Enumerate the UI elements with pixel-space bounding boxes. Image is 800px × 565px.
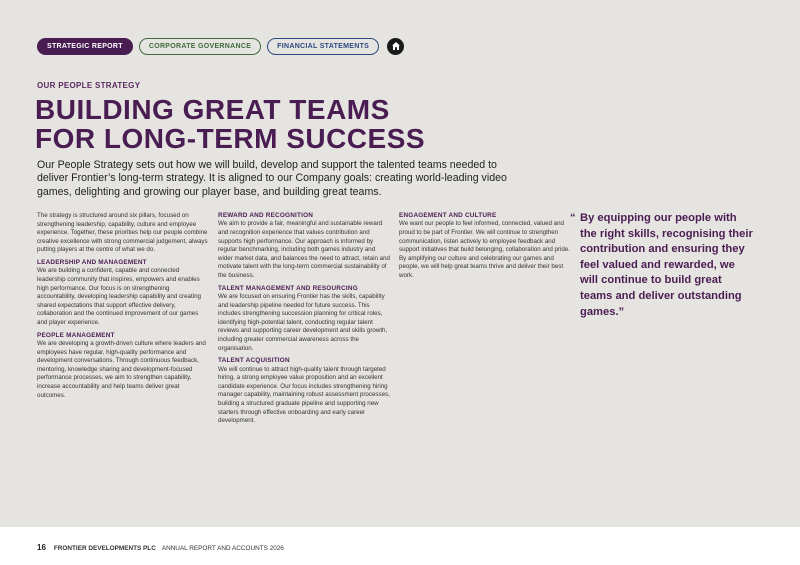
talent-management-paragraph: We are focused on ensuring Frontier has the skills, capability and leadership pipeline needed for future success. This includes strengthening succession planning for critical roles, identifying high-potential talent, conducting regular talent reviews and supporting career development and skills growth, including greater commercial awareness across the organisation. bbox=[218, 292, 388, 352]
pull-quote bbox=[570, 211, 755, 320]
strategy-paragraph: The strategy is structured around six pillars, focused on strengthening leadership, capability, culture and employee experience. Together, these priorities help our people combine creative excellence with strong commercial judgement, always putting players at the centre of what we do. bbox=[37, 212, 208, 254]
heading-talent-management: TALENT MANAGEMENT AND RESOURCING bbox=[218, 284, 358, 292]
nav-strategic-report[interactable]: STRATEGIC REPORT bbox=[37, 38, 133, 55]
talent-acquisition-paragraph: We will continue to attract high-quality talent through targeted hiring, a strong employee value proposition and an excellent candidate experience. Our focus includes strengthening hiring manager capability, maintaining robust assessment processes, building a structured graduate pipeline and supporting new starters through effective onboarding and early career development. bbox=[218, 365, 390, 425]
section-label: OUR PEOPLE STRATEGY bbox=[37, 81, 141, 90]
people-management-paragraph: We are developing a growth-driven culture where leaders and employees have regular, high-quality performance and development conversations. Through continuous feedback, mentoring, knowledge sharing and development-focused performance processes, we aim to strengthen capability, increase accountability and help teams deliver great outcomes. bbox=[37, 339, 206, 399]
heading-people-management: PEOPLE MANAGEMENT bbox=[37, 331, 115, 339]
leadership-paragraph: We are building a confident, capable and connected leadership community that inspires, empowers and enables high performance. Our focus is on strengthening accountability, developing leadership capability and creating shared expectations that support effective delivery, collaboration and the continued improvement of our games and player experience. bbox=[37, 267, 201, 326]
text-column-3 bbox=[399, 212, 571, 285]
nav-financial-statements[interactable]: FINANCIAL STATEMENTS bbox=[267, 38, 379, 55]
page-number: 16 bbox=[37, 543, 46, 552]
footer-company: FRONTIER DEVELOPMENTS PLC bbox=[53, 545, 156, 552]
quote-mark: “ bbox=[570, 212, 576, 224]
heading-engagement: ENGAGEMENT AND CULTURE bbox=[399, 212, 497, 219]
reward-paragraph: We aim to provide a fair, meaningful and sustainable reward and recognition experience that values contribution and supports high performance. Our approach is informed by regular benchmarking, including both games industry and wider market data, and balances the need to attract, retain and motivate talent with the long-term commercial sustainability of the business. bbox=[218, 220, 390, 279]
engagement-paragraph: We want our people to feel informed, connected, valued and proud to be part of Frontier. We will continue to strengthen communication, listen actively to employee feedback and support initiatives that build belonging, collaboration and pride. By amplifying our culture and celebrating our games and people, we will help great teams thrive and deliver their best work. bbox=[399, 220, 570, 279]
nav-corporate-governance[interactable]: CORPORATE GOVERNANCE bbox=[139, 38, 261, 55]
page-title-line-2: FOR LONG-TERM SUCCESS bbox=[35, 123, 426, 154]
intro-paragraph: Our People Strategy sets out how we will build, develop and support the talented teams needed to deliver Frontier’s long-term strategy. It is aligned to our Company goals: creating world-leading video games, delighting and growing our player base, and building great teams. bbox=[37, 159, 507, 198]
text-column-2 bbox=[218, 212, 390, 430]
home-icon bbox=[391, 38, 401, 56]
home-button[interactable] bbox=[387, 38, 404, 55]
footer-report-title: ANNUAL REPORT AND ACCOUNTS 2026 bbox=[161, 545, 284, 552]
heading-reward: REWARD AND RECOGNITION bbox=[218, 212, 314, 219]
pull-quote-text: By equipping our people with the right skills, recognising their contribution and ensuring they feel valued and rewarded, we will continue to build great teams and deliver outstanding games.” bbox=[580, 212, 753, 318]
text-column-1 bbox=[37, 212, 209, 404]
page-title bbox=[35, 95, 455, 153]
page-footer bbox=[0, 527, 800, 565]
heading-leadership: LEADERSHIP AND MANAGEMENT bbox=[37, 258, 147, 266]
top-navigation bbox=[37, 38, 404, 55]
page-title-line-1: BUILDING GREAT TEAMS bbox=[35, 94, 390, 125]
heading-talent-acquisition: TALENT ACQUISITION bbox=[218, 357, 290, 365]
